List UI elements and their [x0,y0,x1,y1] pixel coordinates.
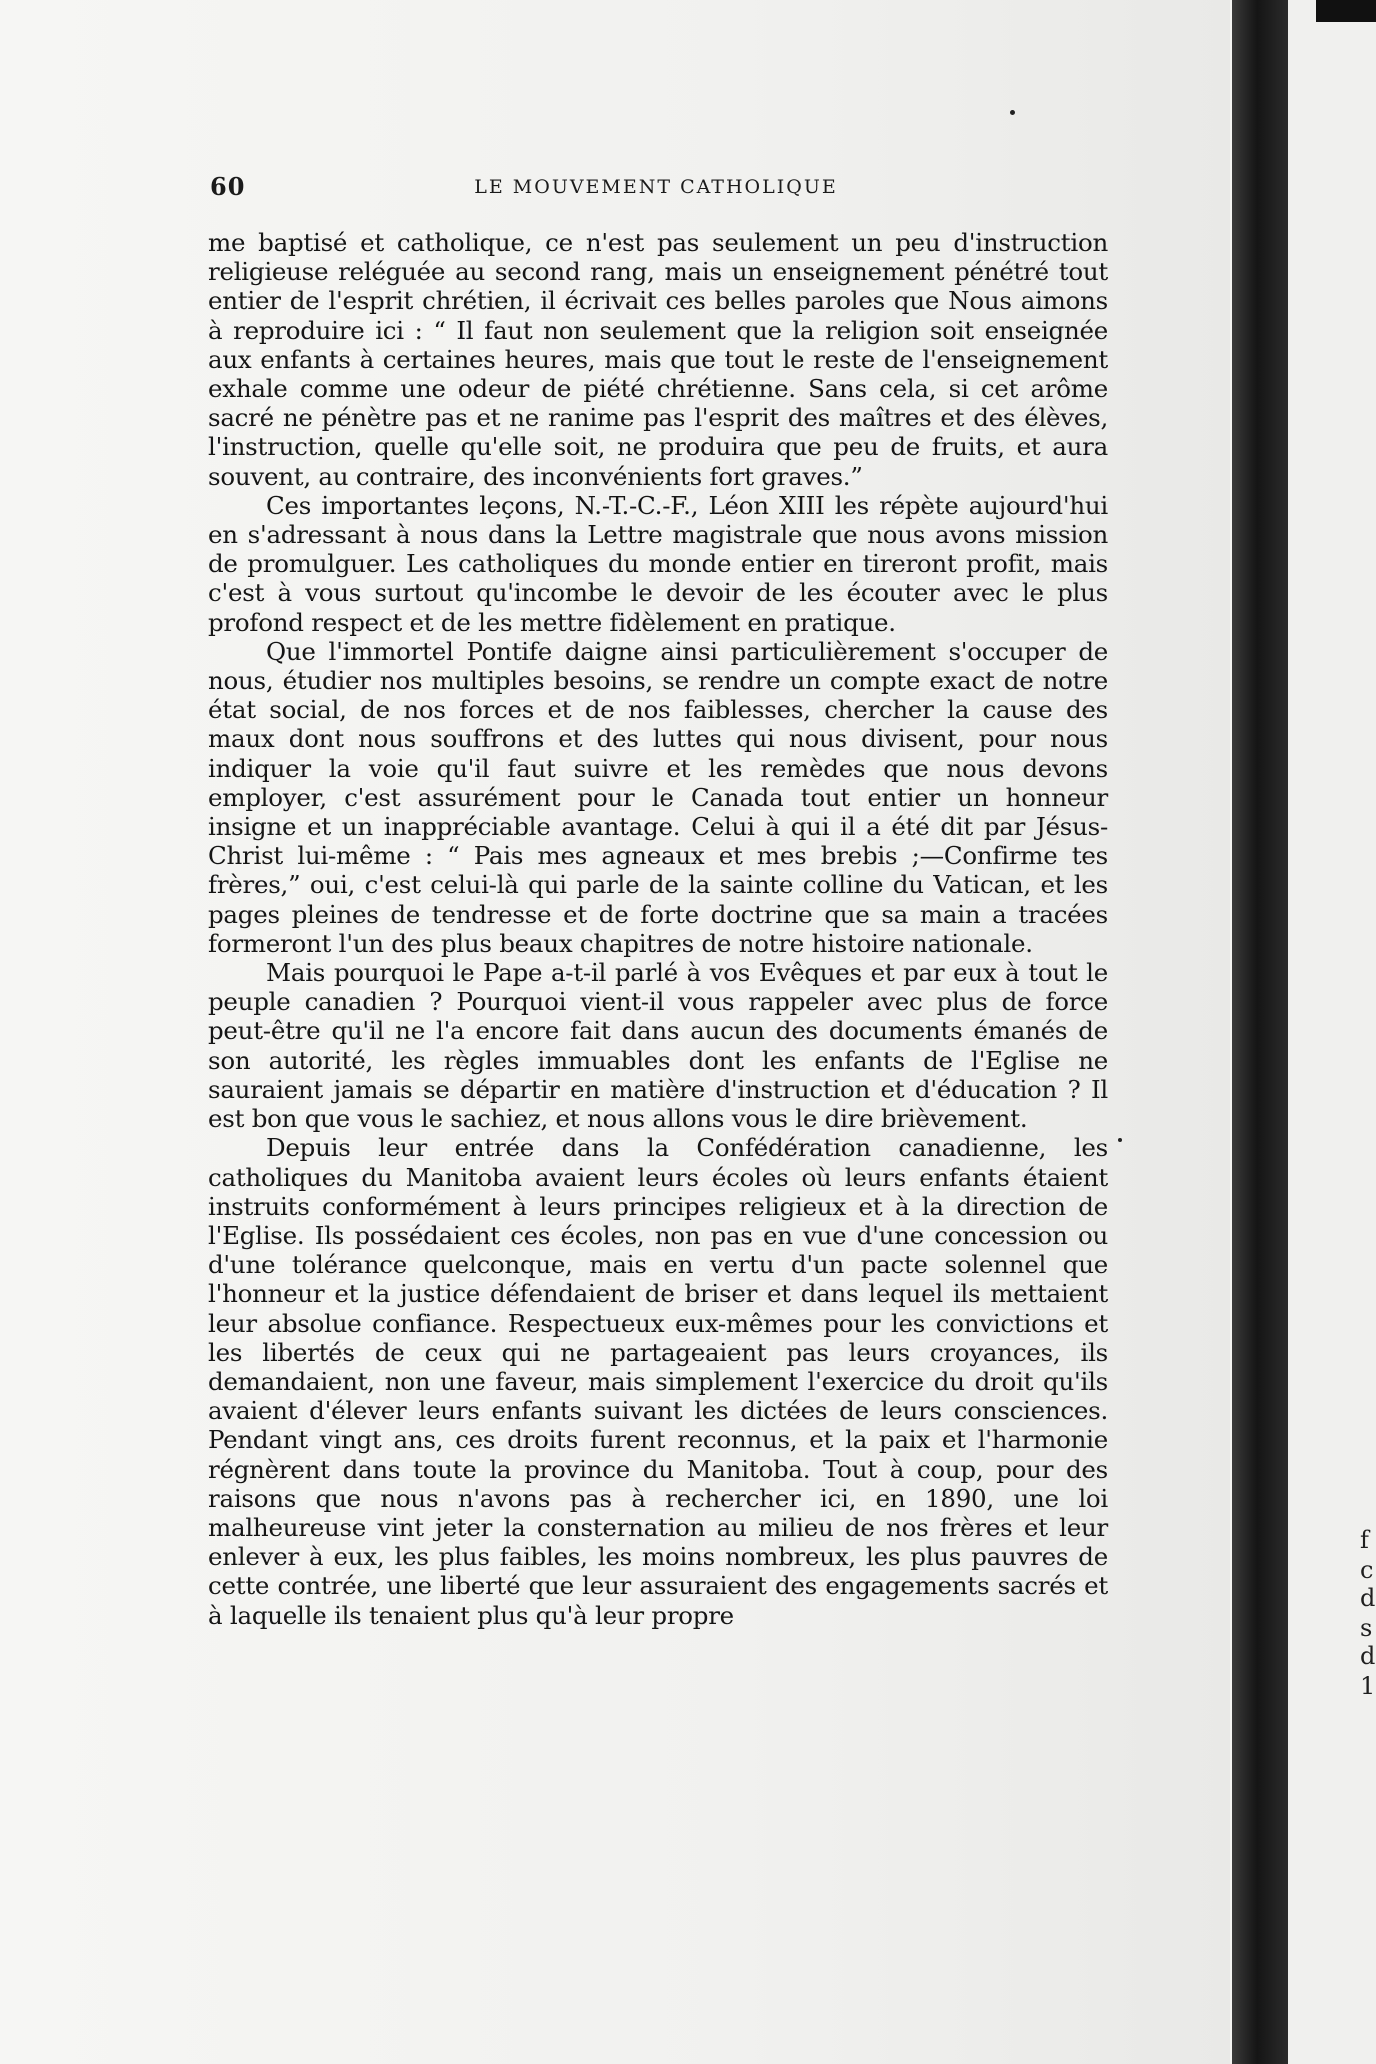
facing-edge-char: s [1360,1614,1373,1642]
page-number: 60 [210,172,246,201]
scan-edge [1316,0,1376,22]
paragraph-2: Ces importantes leçons, N.-T.-C.-F., Léon XIII les répète aujourd'hui en s'adressant à nous dans la Lettre magistrale que nous avons mission de promulguer. Les catholiques du monde entier en tireront profit, mais c'est à vous surtout qu'incombe le devoir de les écouter avec le plus profond respect et de les mettre fidèlement en pratique. [208,490,1108,637]
facing-page [1288,0,1376,2064]
paragraph-4: Mais pourquoi le Pape a-t-il parlé à vos Evêques et par eux à tout le peuple canadien ? Pourquoi vient-il vous rappeler avec plus de force peut-être qu'il ne l'a encore fait dans aucun des documents émanés de son autorité, les règles immuables dont les enfants de l'Eglise ne sauraient jamais se départir en matière d'instruction et d'éducation ? Il est bon que vous le sachiez, et nous allons vous le dire brièvement. [208,958,1108,1134]
book-gutter [1232,0,1288,2064]
paragraph-3: Que l'immortel Pontife daigne ainsi particulièrement s'occuper de nous, étudier nos multiples besoins, se rendre un compte exact de notre état social, de nos forces et de nos faiblesses, chercher la cause des maux dont nous souffrons et des luttes qui nous divisent, pour nous indiquer la voie qu'il faut suivre et les remèdes que nous devons employer, c'est assurément pour le Canada tout entier un honneur insigne et un inappréciable avantage. Celui à qui il a été dit par Jésus-Christ lui-même : “ Pais mes agneaux et mes brebis ;—Confirme tes frères,” oui, c'est celui-là qui parle de la sainte colline du Vatican, et les pages pleines de tendresse et de forte doctrine que sa main a tracées formeront l'un des plus beaux chapitres de notre histoire nationale. [208,636,1108,958]
paragraph-5: Depuis leur entrée dans la Confédération canadienne, les catholiques du Manitoba avaient leurs écoles où leurs enfants étaient instruits conformément à leurs principes religieux et à la direction de l'Eglise. Ils possédaient ces écoles, non pas en vue d'une concession ou d'une tolérance quelconque, mais en vertu d'un pacte solennel que l'honneur et la justice défendaient de briser et dans lequel ils mettaient leur absolue confiance. Respectueux eux-mêmes pour les convictions et les libertés de ceux qui ne partageaient pas leurs croyances, ils demandaient, non une faveur, mais simplement l'exercice du droit qu'ils avaient d'élever leurs enfants suivant les dictées de leurs consciences. Pendant vingt ans, ces droits furent reconnus, et la paix et l'harmonie régnèrent dans toute la province du Manitoba. Tout à coup, pour des raisons que nous n'avons pas à rechercher ici, en 1890, une loi malheureuse vint jeter la consternation au milieu de nos frères et leur enlever à eux, les plus faibles, les moins nombreux, les plus pauvres de cette contrée, une liberté que leur assuraient des engagements sacrés et à laquelle ils tenaient plus qu'à leur propre [208,1133,1108,1630]
facing-edge-char: f [1360,1526,1369,1554]
scan-speck [1010,110,1015,115]
scan-speck [1118,1138,1122,1142]
facing-edge-char: 1 [1360,1672,1376,1700]
facing-edge-char: d [1360,1642,1376,1670]
paragraph-1: me baptisé et catholique, ce n'est pas seulement un peu d'instruction religieuse reléguée au second rang, mais un enseignement pénétré tout entier de l'esprit chrétien, il écrivait ces belles paroles que Nous aimons à reproduire ici : “ Il faut non seulement que la religion soit enseignée aux enfants à certaines heures, mais que tout le reste de l'enseignement exhale comme une odeur de piété chrétienne. Sans cela, si cet arôme sacré ne pénètre pas et ne ranime pas l'esprit des maîtres et des élèves, l'instruction, quelle qu'elle soit, ne produira que peu de fruits, et aura souvent, au contraire, des inconvénients fort graves.” [208,228,1108,491]
body-text [208,228,1108,1630]
running-title: LE MOUVEMENT CATHOLIQUE [474,176,838,198]
facing-edge-char: d [1360,1584,1376,1612]
facing-edge-char: c [1360,1556,1374,1584]
page-header [210,172,1102,202]
